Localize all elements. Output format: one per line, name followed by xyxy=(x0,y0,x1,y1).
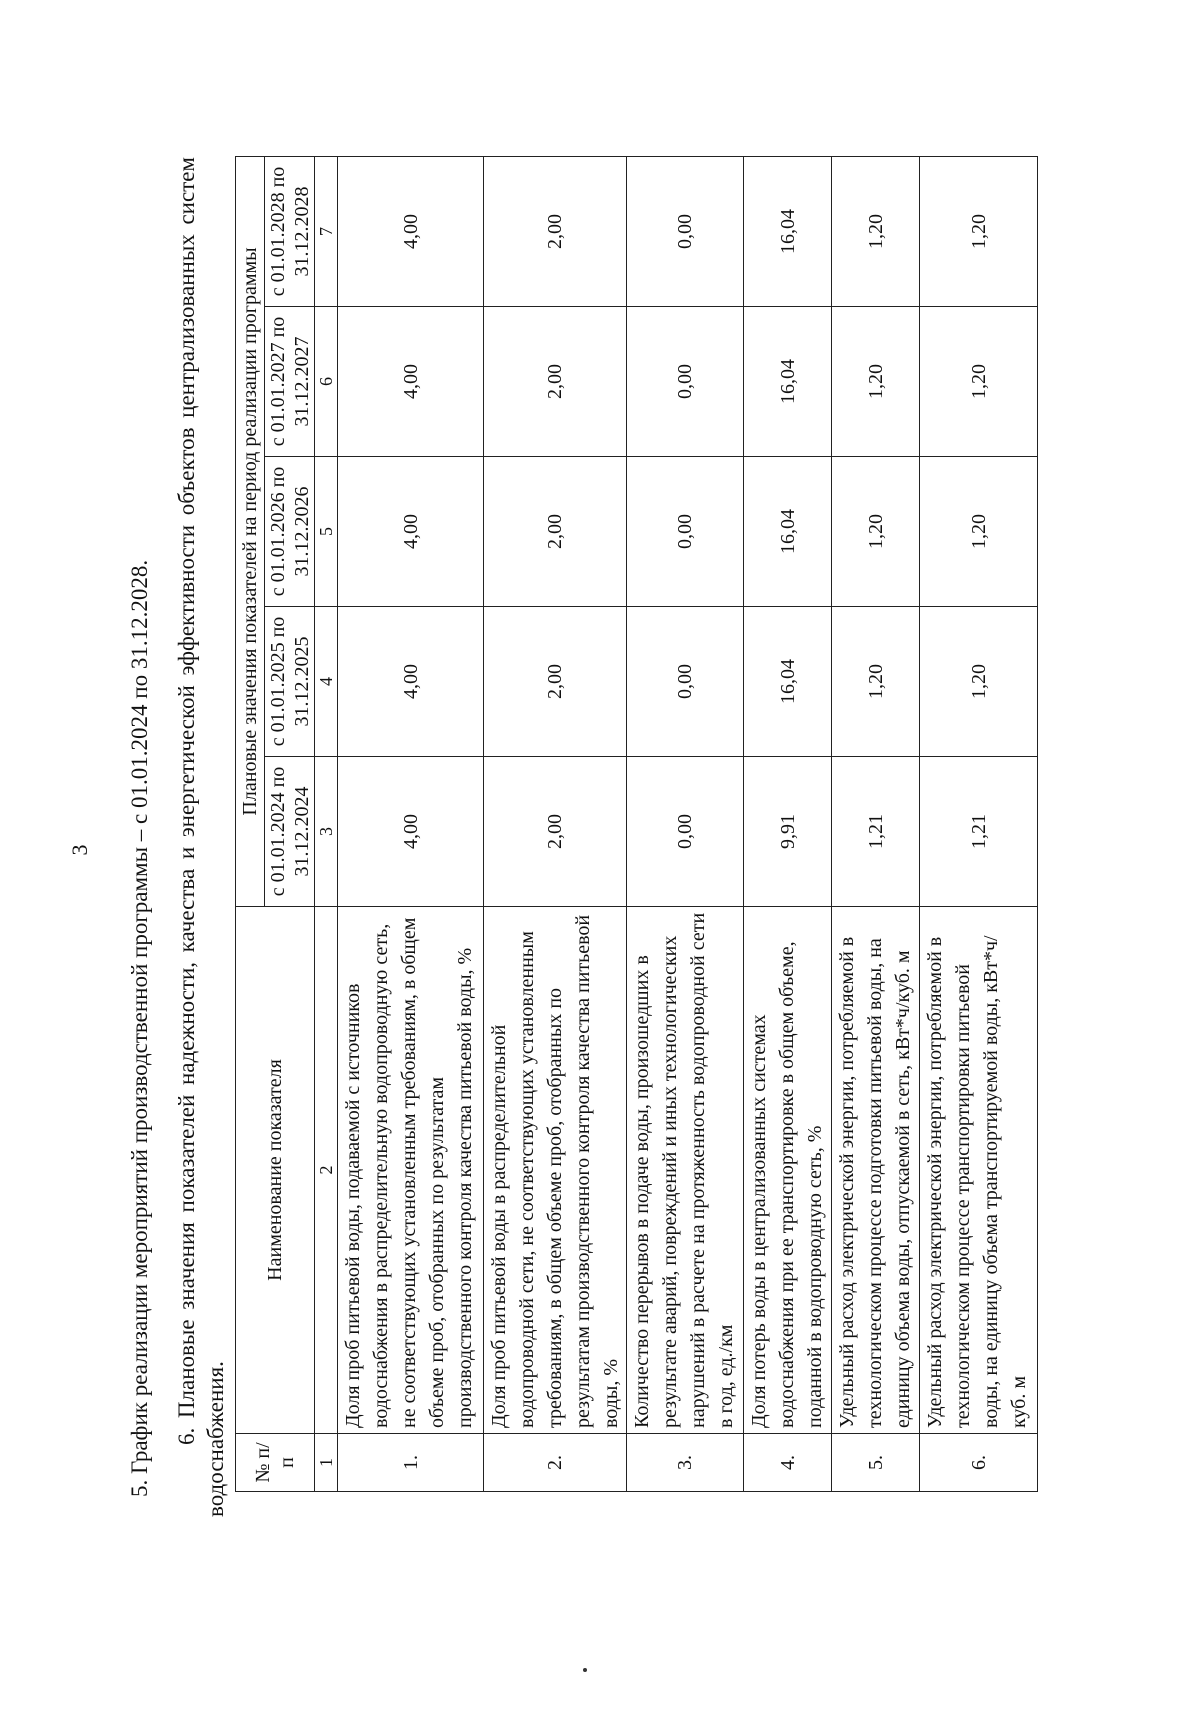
value-cell: 4,00 xyxy=(338,607,484,757)
group-header: Плановые значения показателей на период реализации программы xyxy=(236,156,265,906)
col-number: 7 xyxy=(315,156,338,306)
value-cell: 16,04 xyxy=(744,457,832,607)
indicator-name: Доля проб питьевой воды, подаваемой с источников водоснабжения в распределительную водопроводную сеть, не соответствующих установленным требованиям, в общем объеме проб, отобранных по результатам производственного контроля качества питьевой воды, % xyxy=(338,907,484,1434)
value-cell: 16,04 xyxy=(744,307,832,457)
row-number: 6. xyxy=(920,1434,1038,1492)
value-cell: 1,21 xyxy=(832,757,920,907)
value-cell: 4,00 xyxy=(338,156,484,306)
col-name-header: Наименование показателя xyxy=(236,907,315,1434)
col-number: 1 xyxy=(315,1434,338,1492)
period-header: с 01.01.2024 по 31.12.2024 xyxy=(265,757,315,907)
period-header: с 01.01.2027 по 31.12.2027 xyxy=(265,307,315,457)
table-row xyxy=(744,156,832,1491)
value-cell: 0,00 xyxy=(627,307,744,457)
value-cell: 1,20 xyxy=(920,457,1038,607)
paragraph-5: 5. График реализации мероприятий производственной программы – с 01.01.2024 по 31.12.2028. xyxy=(127,559,152,1497)
value-cell: 16,04 xyxy=(744,156,832,306)
table-row xyxy=(627,156,744,1491)
period-header: с 01.01.2025 по 31.12.2025 xyxy=(265,607,315,757)
indicator-name: Доля потерь воды в централизованных системах водоснабжения при ее транспортировке в общем объеме, поданной в водопроводную сеть, % xyxy=(744,907,832,1434)
period-header: с 01.01.2028 по 31.12.2028 xyxy=(265,156,315,306)
value-cell: 2,00 xyxy=(484,757,627,907)
table-row xyxy=(484,156,627,1491)
indicator-name: Количество перерывов в подаче воды, произошедших в результате аварий, повреждений и иных технологических нарушений в расчете на протяженность водопроводной сети в год, ед./км xyxy=(627,907,744,1434)
value-cell: 1,20 xyxy=(920,307,1038,457)
value-cell: 1,20 xyxy=(832,156,920,306)
value-cell: 4,00 xyxy=(338,457,484,607)
row-number: 1. xyxy=(338,1434,484,1492)
indicator-name: Удельный расход электрической энергии, потребляемой в технологическом процессе подготовки питьевой воды, на единицу объема воды, отпускаемой в сеть, кВт*ч/куб. м xyxy=(832,907,920,1434)
value-cell: 0,00 xyxy=(627,156,744,306)
value-cell: 2,00 xyxy=(484,156,627,306)
row-number: 2. xyxy=(484,1434,627,1492)
col-number: 6 xyxy=(315,307,338,457)
table-row xyxy=(920,156,1038,1491)
value-cell: 1,20 xyxy=(832,457,920,607)
scan-speck xyxy=(583,1668,587,1672)
table-row xyxy=(832,156,920,1491)
value-cell: 16,04 xyxy=(744,607,832,757)
value-cell: 9,91 xyxy=(744,757,832,907)
value-cell: 0,00 xyxy=(627,607,744,757)
col-number: 5 xyxy=(315,457,338,607)
indicators-table xyxy=(235,156,1038,1492)
value-cell: 1,20 xyxy=(832,607,920,757)
col-number: 4 xyxy=(315,607,338,757)
value-cell: 2,00 xyxy=(484,607,627,757)
row-number: 3. xyxy=(627,1434,744,1492)
value-cell: 1,20 xyxy=(832,307,920,457)
row-number: 4. xyxy=(744,1434,832,1492)
page-number: 3 xyxy=(67,844,92,856)
value-cell: 1,20 xyxy=(920,607,1038,757)
value-cell: 1,21 xyxy=(920,757,1038,907)
value-cell: 1,20 xyxy=(920,156,1038,306)
row-number: 5. xyxy=(832,1434,920,1492)
value-cell: 0,00 xyxy=(627,457,744,607)
paragraph-6: 6. Плановые значения показателей надежности, качества и энергетической эффективности объектов централизованных систем водоснабжения. xyxy=(174,157,228,1517)
col-no-header: № п/п xyxy=(236,1434,315,1492)
value-cell: 2,00 xyxy=(484,307,627,457)
indicator-name: Доля проб питьевой воды в распределительной водопроводной сети, не соответствующих установленным требованиям, в общем объеме проб, отобранных по результатам производственного контроля качества питьевой воды, % xyxy=(484,907,627,1434)
value-cell: 4,00 xyxy=(338,307,484,457)
col-number: 2 xyxy=(315,907,338,1434)
table-row xyxy=(338,156,484,1491)
period-header: с 01.01.2026 по 31.12.2026 xyxy=(265,457,315,607)
value-cell: 0,00 xyxy=(627,757,744,907)
value-cell: 4,00 xyxy=(338,757,484,907)
col-number: 3 xyxy=(315,757,338,907)
value-cell: 2,00 xyxy=(484,457,627,607)
indicator-name: Удельный расход электрической энергии, потребляемой в технологическом процессе транспортировки питьевой воды, на единицу объема транспортируемой воды, кВт*ч/куб. м xyxy=(920,907,1038,1434)
